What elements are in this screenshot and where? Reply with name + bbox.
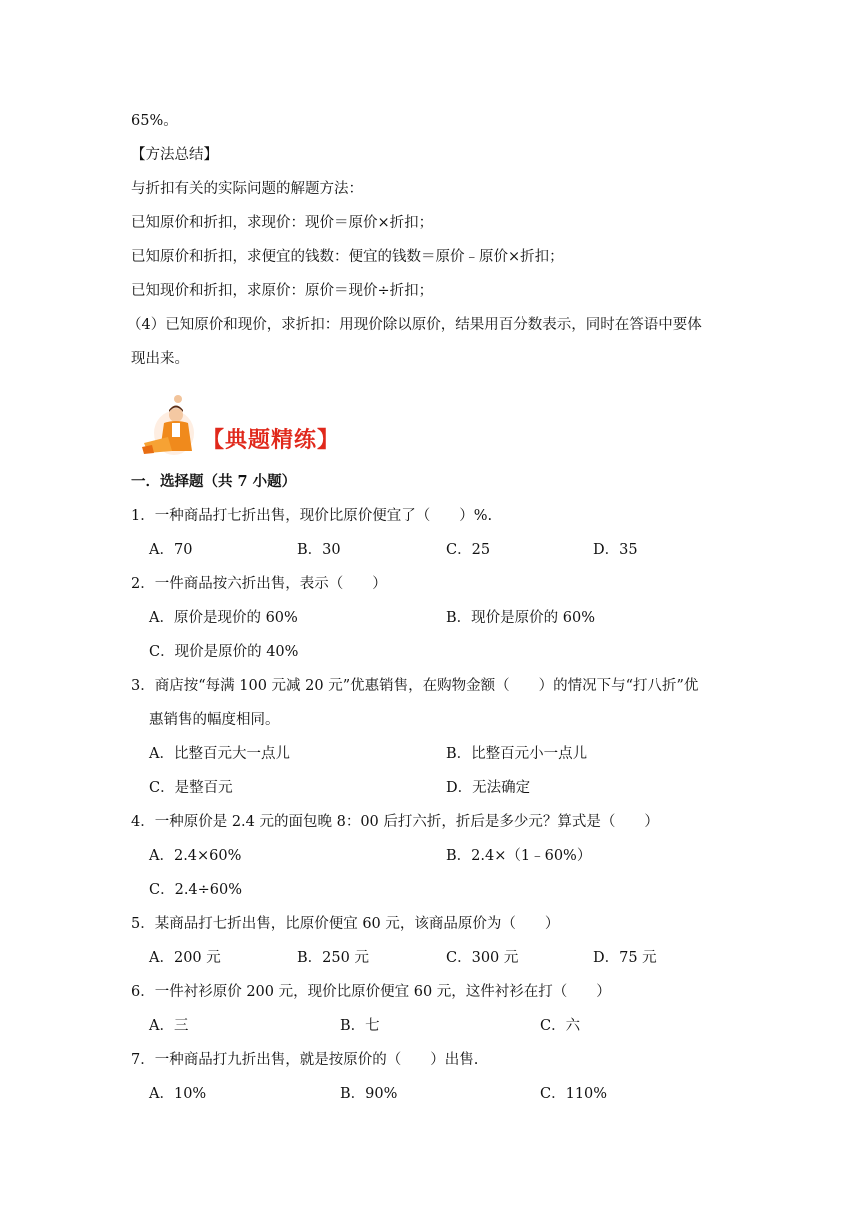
question-7-stem: 7．一种商品打九折出售，就是按原价的（ ）出售.	[131, 1052, 479, 1068]
method-rule-4-cont: 现出来。	[131, 351, 189, 367]
teacher-illustration-icon	[138, 393, 198, 457]
question-3-option-c[interactable]: C．是整百元	[149, 780, 233, 796]
question-3-stem-cont: 惠销售的幅度相同。	[149, 712, 280, 728]
method-intro: 与折扣有关的实际问题的解题方法：	[131, 181, 363, 197]
question-7-option-a[interactable]: A．10%	[149, 1086, 207, 1102]
intro-line-1: 65%。	[131, 113, 178, 129]
section-title: 一．选择题（共 7 小题）	[131, 473, 297, 490]
section-banner	[138, 393, 358, 457]
question-1-stem: 1．一种商品打七折出售，现价比原价便宜了（ ）%.	[131, 508, 493, 524]
question-2-option-a[interactable]: A．原价是现价的 60%	[149, 610, 298, 626]
question-5-stem: 5．某商品打七折出售，比原价便宜 60 元，该商品原价为（ ）	[131, 916, 560, 932]
method-rule-3: 已知现价和折扣，求原价：原价＝现价÷折扣；	[131, 283, 434, 299]
method-rule-1: 已知原价和折扣，求现价：现价＝原价×折扣；	[131, 215, 434, 231]
question-4-option-b[interactable]: B．2.4×（1﹣60%）	[446, 848, 592, 864]
question-3-option-b[interactable]: B．比整百元小一点儿	[446, 746, 588, 762]
question-5-option-b[interactable]: B．250 元	[297, 950, 369, 966]
question-5-option-d[interactable]: D．75 元	[593, 950, 657, 966]
question-4-option-c[interactable]: C．2.4÷60%	[149, 882, 243, 898]
question-4-option-a[interactable]: A．2.4×60%	[149, 848, 242, 864]
question-2-stem: 2．一件商品按六折出售，表示（ ）	[131, 576, 387, 592]
question-1-option-a[interactable]: A．70	[149, 542, 193, 558]
question-1-option-b[interactable]: B．30	[297, 542, 341, 558]
question-6-stem: 6．一件衬衫原价 200 元，现价比原价便宜 60 元，这件衬衫在打（ ）	[131, 984, 611, 1000]
method-heading: 【方法总结】	[131, 147, 218, 163]
question-7-option-c[interactable]: C．110%	[540, 1086, 608, 1102]
method-rule-2: 已知原价和折扣，求便宜的钱数：便宜的钱数＝原价﹣原价×折扣；	[131, 249, 564, 265]
question-3-option-a[interactable]: A．比整百元大一点儿	[149, 746, 290, 762]
question-3-stem: 3．商店按“每满 100 元减 20 元”优惠销售，在购物金额（ ）的情况下与“打八折”优	[131, 678, 699, 694]
question-4-stem: 4．一种原价是 2.4 元的面包晚 8：00 后打六折，折后是多少元？算式是（ ）	[131, 814, 659, 830]
question-6-option-a[interactable]: A．三	[149, 1018, 189, 1034]
question-5-option-c[interactable]: C．300 元	[446, 950, 519, 966]
question-3-option-d[interactable]: D．无法确定	[446, 780, 531, 796]
question-2-option-b[interactable]: B．现价是原价的 60%	[446, 610, 595, 626]
method-rule-4: （4）已知原价和现价，求折扣：用现价除以原价，结果用百分数表示，同时在答语中要体	[127, 317, 702, 333]
section-banner-title: 【典题精练】	[202, 428, 341, 453]
question-5-option-a[interactable]: A．200 元	[149, 950, 221, 966]
question-6-option-c[interactable]: C．六	[540, 1018, 581, 1034]
question-1-option-d[interactable]: D．35	[593, 542, 638, 558]
question-7-option-b[interactable]: B．90%	[340, 1086, 398, 1102]
question-6-option-b[interactable]: B．七	[340, 1018, 380, 1034]
question-2-option-c[interactable]: C．现价是原价的 40%	[149, 644, 299, 660]
question-1-option-c[interactable]: C．25	[446, 542, 491, 558]
